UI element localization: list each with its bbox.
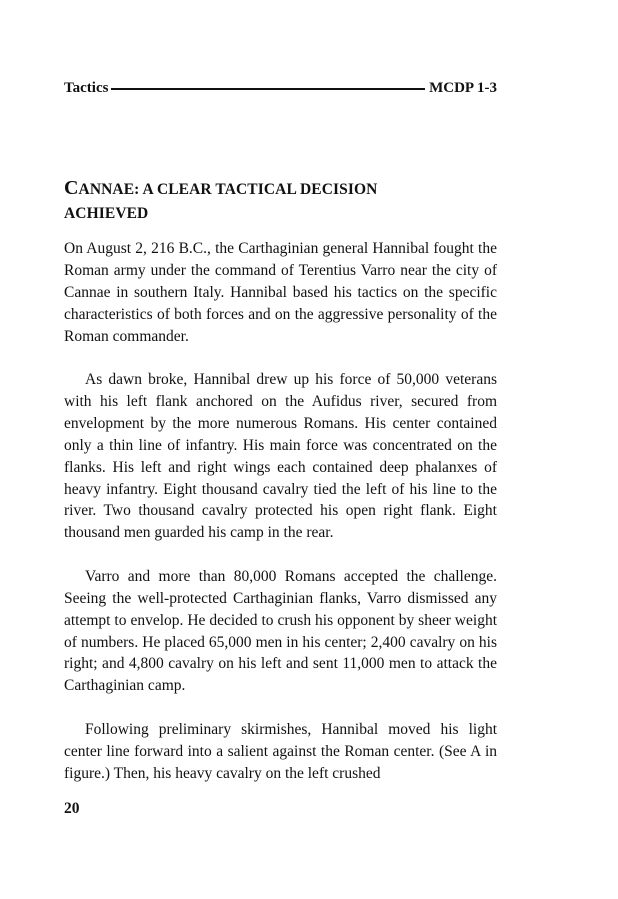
header-publication-id: MCDP 1-3 — [429, 79, 497, 96]
page-number: 20 — [64, 800, 80, 817]
title-line2: ACHIEVED — [64, 205, 149, 222]
header-rule — [111, 88, 425, 90]
chapter-title — [64, 176, 504, 226]
title-initial-capital: C — [64, 177, 79, 199]
header-section-title: Tactics — [64, 79, 109, 96]
body-text — [64, 238, 497, 806]
paragraph-2: As dawn broke, Hannibal drew up his force of 50,000 veterans with his left flank anchored on the Aufidus river, secured from envelopment by the more numerous Romans. His center contained only a thin line of infantry. His main force was concentrated on the flanks. His left and right wings each contained deep phalanxes of heavy infantry. Eight thousand cavalry tied the left of his line to the river. Two thousand cavalry protected his open right flank. Eight thousand men guarded his camp in the rear. — [64, 371, 497, 542]
paragraph-4: Following preliminary skirmishes, Hannibal moved his light center line forward into a salient against the Roman center. (See A in figure.) Then, his heavy cavalry on the left crushed — [64, 720, 497, 782]
running-header — [64, 78, 497, 98]
title-line1: ANNAE: A CLEAR TACTICAL DECISION — [78, 181, 378, 198]
paragraph-3: Varro and more than 80,000 Romans accepted the challenge. Seeing the well-protected Carthaginian flanks, Varro dismissed any attempt to envelop. He decided to crush his opponent by sheer weight of numbers. He placed 65,000 men in his center; 2,400 cavalry on his right; and 4,800 cavalry on his left and sent 11,000 men to attack the Carthaginian camp. — [64, 567, 497, 695]
paragraph-1: On August 2, 216 B.C., the Carthaginian general Hannibal fought the Roman army under the command of Terentius Varro near the city of Cannae in southern Italy. Hannibal based his tactics on the specific characteristics of both forces and on the aggressive personality of the Roman commander. — [64, 240, 497, 345]
